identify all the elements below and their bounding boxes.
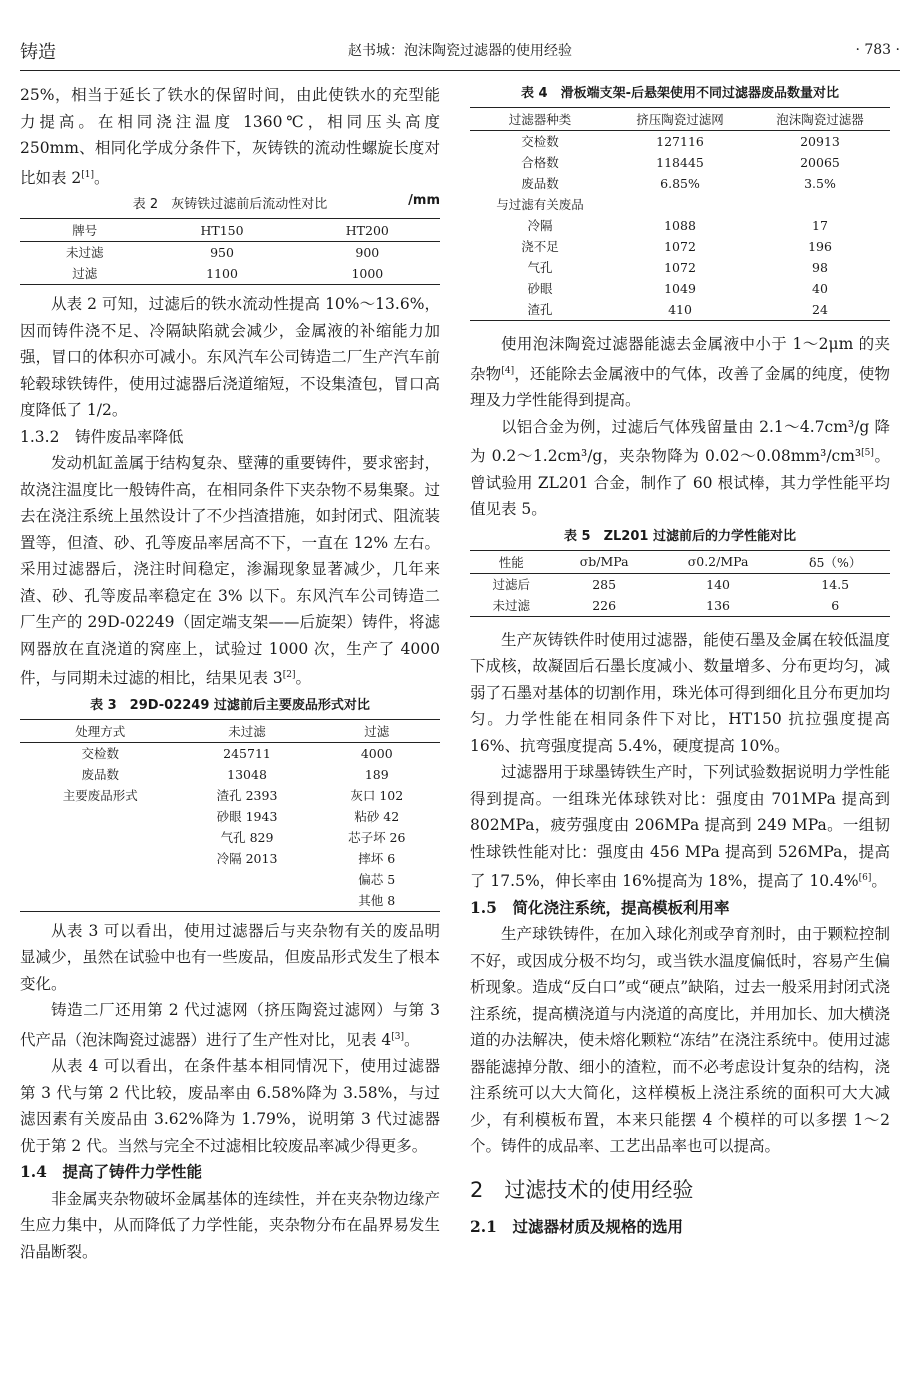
table-row: 砂眼 1049 40 <box>527 281 828 296</box>
table-header: 处理方式 <box>20 719 181 742</box>
left-column <box>20 82 440 1265</box>
paragraph: 使用泡沫陶瓷过滤器能滤去金属液中小于 1～2μm 的夹杂物[4]，还能除去金属液中的气体，改善了金属的纯度，使物理及力学性能得到提高。 <box>470 335 890 410</box>
table-header: 挤压陶瓷过滤网 <box>610 108 750 131</box>
right-column <box>470 82 890 1240</box>
chapter-heading: 2 过滤技术的使用经验 <box>470 1177 694 1202</box>
table-caption: 表 5 ZL201 过滤前后的力学性能对比 <box>564 528 796 544</box>
paragraph: 从表 4 可以看出，在条件基本相同情况下，使用过滤器第 3 代与第 2 代比较，废品率由 6.58%降为 3.58%，与过滤因素有关废品由 3.62%降为 1.79%，说明第 3 代过滤器优于第 2 代。当然与完全不过滤相比较废品率减少得更多。 <box>20 1057 440 1155</box>
journal-name: 铸造 <box>20 42 56 63</box>
section-heading: 1.4 提高了铸件力学性能 <box>20 1162 202 1182</box>
table-row: 交检数 245711 4000 <box>81 745 393 761</box>
table-row: 交检数 127116 20913 <box>521 134 840 149</box>
citation: [6] <box>858 873 872 884</box>
table-row: 主要废品形式 渣孔 2393 灰口 102 <box>62 787 404 803</box>
table-caption: 表 3 29D-02249 过滤前后主要废品形式对比 <box>90 697 370 713</box>
table-header: 过滤器种类 <box>470 108 610 131</box>
citation: [1] <box>81 169 95 180</box>
table-row: 冷隔 1088 17 <box>527 218 828 233</box>
citation: [5] <box>861 448 874 459</box>
table-header: 泡沫陶瓷过滤器 <box>750 108 890 131</box>
table-row: 气孔 1072 98 <box>527 260 828 275</box>
table-header: 性能 <box>470 550 553 573</box>
paragraph: 25%，相当于延长了铁水的保留时间，由此使铁水的充型能力提高。在相同浇注温度 1360℃，相同压头高度 250mm、相同化学成分条件下，灰铸铁的流动性螺旋长度对比如表 2[1]。 <box>20 86 440 187</box>
table-header: σb/MPa <box>553 550 656 573</box>
paragraph: 生产球铁铸件，在加入球化剂或孕育剂时，由于颗粒控制不好，或因成分极不均匀，或当铁水温度偏低时，容易产生偏析现象。造成“反白口”或“硬点”缺陷，过去一般采用封闭式浇注系统，提高横浇道与内浇道的高度比，并用加长、加大横浇道的办法解决，使未熔化颗粒“冻结”在浇注系统中。使用过滤器能滤掉分散、细小的渣粒，而不必考虑设计复杂的结构，浇注系统可以大大简化，这样模板上浇注系统的面积可大大减少，有利模板布置，本来只能摆 4 个模样的可以多摆 1～2 个。铸件的成品率、工艺出品率也可以提高。 <box>470 925 890 1156</box>
table-header: 过滤 <box>314 719 440 742</box>
table-row: 偏芯 5 <box>358 871 396 887</box>
table-row: 合格数 118445 20065 <box>521 155 840 170</box>
table-2 <box>20 218 440 285</box>
table-row: 与过滤有关废品 <box>496 197 584 212</box>
table-row: 废品数 6.85% 3.5% <box>521 176 836 191</box>
table-header: σ0.2/MPa <box>656 550 781 573</box>
table-row: 冷隔 2013 摔坏 6 <box>216 850 396 866</box>
running-header <box>20 34 900 71</box>
table-3 <box>20 719 440 912</box>
paragraph: 过滤器用于球墨铸铁生产时，下列试验数据说明力学性能得到提高。一组珠光体球铁对比：强度由 701MPa 提高到 802MPa，疲劳强度由 206MPa 提高到 249 MPa。一组韧性球铁性能对比：强度由 456 MPa 提高到 526MPa，提高了 17.5%，伸长率由 16%提高为 18%，提高了 10.4%[6]。 <box>470 763 890 891</box>
table-caption: 表 4 滑板端支架-后悬架使用不同过滤器废品数量对比 <box>521 86 839 101</box>
table-header: 未过滤 <box>181 719 314 742</box>
table-header: δ5（%） <box>780 550 890 573</box>
page-number: · 783 · <box>855 42 900 58</box>
paragraph: 以铝合金为例，过滤后气体残留量由 2.1～4.7cm³/g 降为 0.2～1.2cm³/g，夹杂物降为 0.02～0.08mm³/cm³[5]。曾试验用 ZL201 合金，制作了 60 根试棒，其力学性能平均值见表 5。 <box>470 417 890 519</box>
paragraph: 生产灰铸铁件时使用过滤器，能使石墨及金属在较低温度下成核，故凝固后石墨长度减小、数量增多、分布更均匀，减弱了石墨对基体的切割作用，珠光体可得到细化且分布更加均匀。力学性能在相同条件下对比，HT150 抗拉强度提高 16%、抗弯强度提高 5.4%，硬度提高 10%。 <box>470 630 890 755</box>
section-heading: 2.1 过滤器材质及规格的选用 <box>470 1216 683 1236</box>
paragraph: 从表 2 可知，过滤后的铁水流动性提高 10%～13.6%，因而铸件浇不足、冷隔缺陷就会减少，金属液的补缩能力加强，冒口的体积亦可减小。东风汽车公司铸造二厂生产汽车前轮毂球铁铸件，使用过滤器后浇道缩短，不设集渣包，冒口高度降低了 1/2。 <box>20 295 440 420</box>
table-row: 过滤 1100 1000 <box>72 266 384 282</box>
table-row: 过滤后 285 140 14.5 <box>492 576 850 592</box>
table-header: HT200 <box>295 219 440 242</box>
paragraph: 铸造二厂还用第 2 代过滤网（挤压陶瓷过滤网）与第 3 代产品（泡沫陶瓷过滤器）进行了生产性对比，见表 4[3]。 <box>20 1001 440 1049</box>
table-4 <box>470 107 890 321</box>
table-5 <box>470 550 890 617</box>
citation: [3] <box>391 1031 405 1042</box>
table-row: 废品数 13048 189 <box>81 766 389 782</box>
table-row: 未过滤 226 136 6 <box>492 597 840 613</box>
article-title: 赵书城：泡沫陶瓷过滤器的使用经验 <box>348 43 572 59</box>
paragraph: 从表 3 可以看出，使用过滤器后与夹杂物有关的废品明显减少，虽然在试验中也有一些废品，但废品形式发生了根本变化。 <box>20 921 440 993</box>
section-heading: 1.3.2 铸件废品率降低 <box>20 427 184 446</box>
table-header: HT150 <box>149 219 294 242</box>
paragraph: 发动机缸盖属于结构复杂、壁薄的重要铸件，要求密封，故浇注温度比一般铸件高，在相同条件下夹杂物不易集聚。过去在浇注系统上虽然设计了不少挡渣措施，如封闭式、阻流装置等，但渣、砂、孔等废品率居高不下，一直在 12% 左右。采用过滤器后，浇注时间稳定，渗漏现象显著减少，几年来渣、砂、孔等废品率稳定在 3% 以下。东风汽车公司铸造二厂生产的 29D-02249（固定端支架——后旋架）铸件，将滤网器放在直浇道的窝座上，试验过 1000 次，生产了 4000 件，与同期未过滤的相比，结果见表 3[2]。 <box>20 454 440 688</box>
table-row: 未过滤 950 900 <box>65 245 380 261</box>
table-header: 牌号 <box>20 219 149 242</box>
paragraph: 非金属夹杂物破坏金属基体的连续性，并在夹杂物边缘产生应力集中，从而降低了力学性能，夹杂物分布在晶界易发生沿晶断裂。 <box>20 1189 440 1261</box>
section-heading: 1.5 简化浇注系统，提高模板利用率 <box>470 897 730 917</box>
table-row: 气孔 829 芯子坏 26 <box>220 829 406 845</box>
table-row: 渣孔 410 24 <box>527 302 828 317</box>
table-row: 其他 8 <box>358 892 396 908</box>
table-unit: /mm <box>408 193 440 209</box>
citation: [4] <box>501 365 515 376</box>
table-caption: 表 2 灰铸铁过滤前后流动性对比 /mm <box>132 193 440 213</box>
citation: [2] <box>282 670 296 681</box>
table-row: 砂眼 1943 粘砂 42 <box>216 808 400 824</box>
table-row: 浇不足 1072 196 <box>521 239 832 254</box>
